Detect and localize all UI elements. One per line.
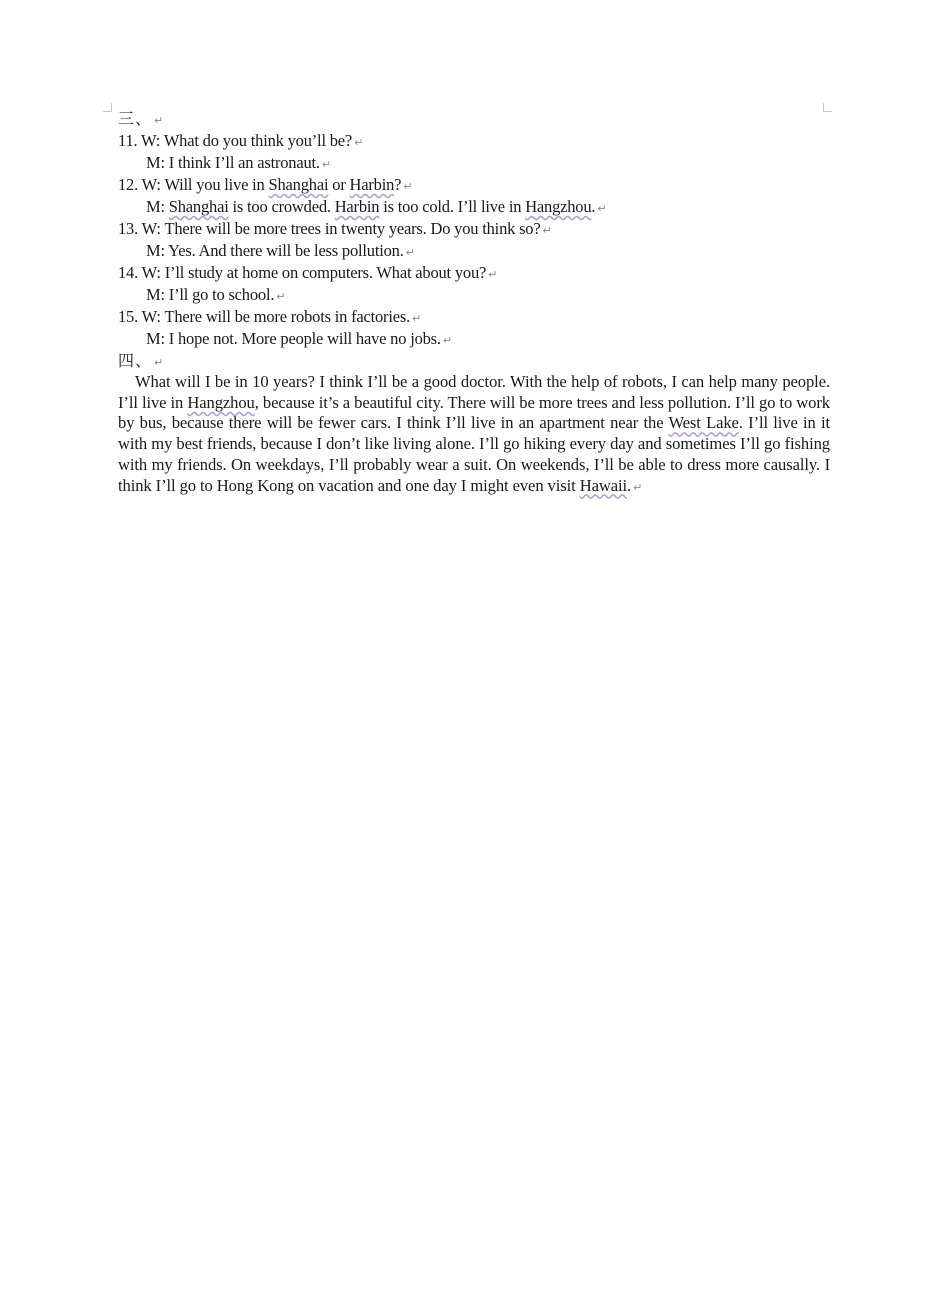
spellcheck-word: Shanghai: [268, 175, 329, 194]
spellcheck-word: Hangzhou: [187, 392, 255, 412]
margin-corner-mark-left: [103, 103, 112, 112]
dialogue-12-man: M: Shanghai is too crowded. Harbin is too cold. I’ll live in Hangzhou. ↵: [146, 197, 607, 216]
dialogue-15-woman: 15. W: There will be more robots in factories. ↵: [118, 307, 422, 326]
dialogue-13-man: M: Yes. And there will be less pollution. ↵: [146, 241, 415, 260]
spellcheck-word: Hawaii: [579, 475, 628, 495]
dialogue-13-woman: 13. W: There will be more trees in twenty years. Do you think so? ↵: [118, 219, 552, 238]
spellcheck-word: Shanghai: [168, 197, 229, 216]
section-4-heading: 四、 ↵: [118, 351, 165, 370]
paragraph-mark: ↵: [154, 356, 165, 369]
spellcheck-word: Harbin: [349, 175, 395, 194]
dialogue-11-man: M: I think I’ll an astronaut. ↵: [146, 153, 331, 172]
spellcheck-word: Hangzhou: [525, 197, 592, 216]
document-body: [118, 108, 830, 515]
spellcheck-word: Harbin: [334, 197, 380, 216]
dialogue-14-woman: 14. W: I’ll study at home on computers. What about you? ↵: [118, 263, 498, 282]
spellcheck-word: West Lake: [668, 413, 739, 433]
dialogue-11-woman: 11. W: What do you think you’ll be? ↵: [118, 131, 364, 150]
dialogue-15-man: M: I hope not. More people will have no jobs. ↵: [146, 329, 452, 348]
essay-paragraph: What will I be in 10 years? I think I’ll be a good doctor. With the help of robots, I can help many people. I’ll live in Hangzhou, because it’s a beautiful city. There will be more trees and less pollution. I’ll go to work by bus, because there will be fewer cars. I think I’ll live in an apartment near the West Lake. I’ll live in it with my best friends, because I don’t like living alone. I’ll go hiking every day and sometimes I’ll go fishing with my friends. On weekdays, I’ll probably wear a suit. On weekends, I’ll be able to dress more causally. I think I’ll go to Hong Kong on vacation and one day I might even visit Hawaii. ↵: [118, 372, 830, 495]
paragraph-mark: ↵: [154, 114, 165, 127]
dialogue-14-man: M: I’ll go to school. ↵: [146, 285, 286, 304]
dialogue-12-woman: 12. W: Will you live in Shanghai or Harbin? ↵: [118, 175, 413, 194]
section-3-heading: 三、 ↵: [118, 109, 165, 128]
